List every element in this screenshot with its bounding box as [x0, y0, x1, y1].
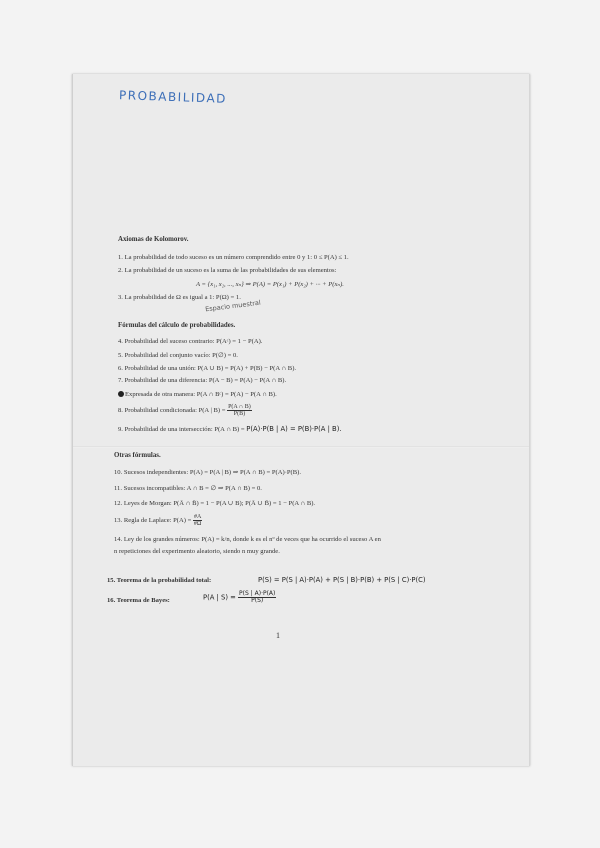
- otras-heading: Otras fórmulas.: [114, 452, 161, 459]
- formula-13-numerator: #A: [193, 514, 202, 520]
- ink-dot-icon: [118, 391, 124, 397]
- formula-13-denominator: #Ω: [193, 521, 202, 527]
- formulas-heading: Fórmulas del cálculo de probabilidades.: [118, 322, 236, 329]
- axiomas-heading: Axiomas de Kolomorov.: [118, 236, 189, 243]
- formula-8-numerator: P(A ∩ B): [228, 404, 251, 410]
- formula-9-handwritten: P(A)·P(B | A) = P(B)·P(A | B).: [246, 425, 342, 433]
- formula-14a: 14. Ley de los grandes números: P(A) = k/n, donde k es el nº de veces que ha ocurrido el suceso A en: [114, 536, 381, 543]
- formula-16-numerator: P(S | A)·P(A): [239, 590, 276, 597]
- handwritten-title: PROBABILIDAD: [118, 88, 228, 106]
- formula-6: 6. Probabilidad de una unión: P(A ∪ B) = P(A) + P(B) − P(A ∩ B).: [118, 365, 297, 372]
- formula-13-text: 13. Regla de Laplace: P(A) =: [114, 517, 192, 525]
- formula-8-denominator: P(B): [233, 411, 246, 417]
- formula-8-text: 8. Probabilidad condicionada: P(A | B) =: [118, 407, 226, 415]
- formula-16-denominator: P(S): [251, 597, 264, 604]
- formula-13: [114, 514, 202, 527]
- formula-7b: [118, 391, 277, 398]
- axiom-2-formula: A = {x₁, x₂, ..., xₙ} ⇒ P(A) = P(x₁) + P(x₂) + ··· + P(xₙ).: [196, 281, 344, 288]
- formula-8-fraction: [227, 404, 252, 417]
- axiom-3: 3. La probabilidad de Ω es igual a 1: P(Ω) = 1.: [118, 294, 241, 301]
- axiom-1: 1. La probabilidad de todo suceso es un número comprendido entre 0 y 1: 0 ≤ P(A) ≤ 1.: [118, 254, 349, 261]
- formula-16-fraction: [238, 591, 276, 604]
- formula-15-handwritten: P(S) = P(S | A)·P(A) + P(S | B)·P(B) + P(S | C)·P(C): [258, 576, 426, 584]
- formula-10: 10. Sucesos independientes: P(A) = P(A | B) ⇒ P(A ∩ B) = P(A)·P(B).: [114, 469, 301, 476]
- formula-7b-text: Expresada de otra manera: P(A ∩ Bᶜ) = P(A) − P(A ∩ B).: [125, 391, 277, 398]
- formula-4: 4. Probabilidad del suceso contrario: P(Aᶜ) = 1 − P(A).: [118, 338, 263, 345]
- formula-15-text: 15. Teorema de la probabilidad total:: [107, 577, 212, 584]
- formula-11: 11. Sucesos incompatibles: A ∩ B = ∅ ⇒ P(A ∩ B) = 0.: [114, 485, 262, 492]
- page-number: 1: [276, 631, 280, 640]
- formula-16-handwritten: [203, 591, 276, 604]
- fold-line: [73, 446, 529, 448]
- formula-15: [107, 577, 211, 584]
- formula-16-left: P(A | S) =: [203, 593, 236, 602]
- paper-sheet: [72, 74, 530, 766]
- axiom-2: 2. La probabilidad de un suceso es la suma de las probabilidades de sus elementos:: [118, 267, 337, 274]
- formula-9: [118, 425, 342, 433]
- formula-12: 12. Leyes de Morgan: P(Ā ∩ B̄) = 1 − P(A ∪ B); P(Ā ∪ B̄) = 1 − P(A ∩ B).: [114, 500, 316, 507]
- formula-9-text: 9. Probabilidad de una intersección: P(A ∩ B) =: [118, 426, 245, 433]
- formula-5: 5. Probabilidad del conjunto vacío: P(∅) = 0.: [118, 352, 238, 359]
- formula-7: 7. Probabilidad de una diferencia: P(A − B) = P(A) − P(A ∩ B).: [118, 377, 287, 384]
- formula-8: [118, 404, 252, 417]
- formula-16: 16. Teorema de Bayes:: [107, 597, 170, 604]
- formula-14b: n repeticiones del experimento aleatorio, siendo n muy grande.: [114, 548, 280, 555]
- handwritten-note: Espacio muestral: [204, 298, 262, 314]
- formula-13-fraction: [193, 514, 202, 527]
